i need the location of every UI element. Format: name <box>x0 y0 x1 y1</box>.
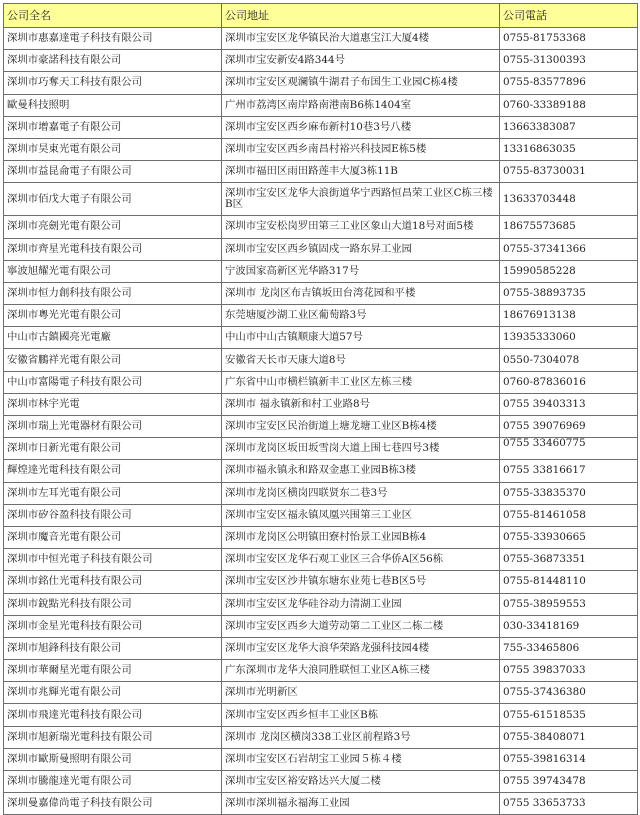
company-address-cell: 深圳市宝安松岗罗田第三工业区象山大道18号对面5楼 <box>222 216 500 238</box>
table-row <box>4 682 638 704</box>
table-row <box>4 615 638 637</box>
company-address-cell: 深圳市龙岗区坂田坂雪岗大道上围七巷四号3楼 <box>222 438 500 460</box>
table-row <box>4 183 638 216</box>
company-name-cell: 深圳市旭新瑞光電科技有限公司 <box>4 726 222 748</box>
company-phone-cell: 755-33465806 <box>500 637 638 659</box>
table-row <box>4 660 638 682</box>
company-address-cell: 深圳市 龙岗区布吉镇坂田台湾花园和平楼 <box>222 282 500 304</box>
company-name-cell: 深圳市增嘉電子有限公司 <box>4 116 222 138</box>
company-address-cell: 宁波国家高新区光华路317号 <box>222 260 500 282</box>
header-row <box>4 4 638 28</box>
table-row <box>4 138 638 160</box>
company-name-cell: 深圳市日新光電有限公司 <box>4 438 222 460</box>
company-phone-cell: 0755-61518535 <box>500 704 638 726</box>
company-address-cell: 深圳市宝安区西乡恒丰工业区B栋 <box>222 704 500 726</box>
company-phone-cell: 030-33418169 <box>500 615 638 637</box>
company-phone-cell: 0755-38408071 <box>500 726 638 748</box>
company-address-cell: 深圳市宝安区观澜镇牛湖君子布国生工业园C栋4楼 <box>222 72 500 94</box>
table-row <box>4 793 638 815</box>
table-row <box>4 50 638 72</box>
company-name-cell: 深圳市林宇光電 <box>4 393 222 415</box>
table-row <box>4 216 638 238</box>
company-name-cell: 中山市古鎮國亮光電廠 <box>4 327 222 349</box>
company-name-cell: 深圳市兆輝光電有限公司 <box>4 682 222 704</box>
company-name-cell: 輝煌達光電科技有限公司 <box>4 460 222 482</box>
company-address-cell: 广东深圳市龙华大浪同胜联恒工业区A栋三楼 <box>222 660 500 682</box>
table-row <box>4 460 638 482</box>
company-address-cell: 安徽省天长市天康大道8号 <box>222 349 500 371</box>
company-name-cell: 深圳市矽谷盈科技有限公司 <box>4 504 222 526</box>
company-name-cell: 深圳市豪諾科技有限公司 <box>4 50 222 72</box>
company-address-cell: 深圳市宝安区龙华大浪街道华宁西路恒昌荣工业区C栋三楼B区 <box>222 183 500 216</box>
company-phone-cell: 18676913138 <box>500 305 638 327</box>
company-phone-cell: 15990585228 <box>500 260 638 282</box>
company-name-cell: 中山市富陽電子科技有限公司 <box>4 371 222 393</box>
company-address-cell: 深圳市宝安区西乡大道劳动第二工业区二栋二楼 <box>222 615 500 637</box>
table-row <box>4 116 638 138</box>
table-row <box>4 238 638 260</box>
company-name-cell: 深圳市佰戊大電子有限公司 <box>4 183 222 216</box>
table-row <box>4 526 638 548</box>
table-row <box>4 593 638 615</box>
company-address-cell: 深圳市宝安区龙华硅谷动力清湖工业园 <box>222 593 500 615</box>
company-name-cell: 深圳市恒力創科技有限公司 <box>4 282 222 304</box>
company-phone-cell: 0755-38959553 <box>500 593 638 615</box>
table-row <box>4 371 638 393</box>
company-address-cell: 广东省中山市横栏镇新丰工业区左栋三楼 <box>222 371 500 393</box>
header-company-name: 公司全名 <box>4 4 222 28</box>
company-address-cell: 深圳市宝安区龙华大浪华荣路龙强科技园4楼 <box>222 637 500 659</box>
company-name-cell: 深圳市齊星光電科技有限公司 <box>4 238 222 260</box>
table-row <box>4 571 638 593</box>
company-address-cell: 深圳市宝安区石岩胡宝工业园５栋４楼 <box>222 748 500 770</box>
table-row <box>4 416 638 438</box>
table-row <box>4 637 638 659</box>
company-name-cell: 深圳曼嘉偉尚電子科技有限公司 <box>4 793 222 815</box>
company-phone-cell: 0550-7304078 <box>500 349 638 371</box>
company-phone-cell: 13663383087 <box>500 116 638 138</box>
company-name-cell: 深圳市惠嘉達電子科技有限公司 <box>4 28 222 50</box>
company-name-cell: 深圳市左耳光電有限公司 <box>4 482 222 504</box>
company-phone-cell: 0755-37436380 <box>500 682 638 704</box>
table-row <box>4 549 638 571</box>
company-address-cell: 深圳市宝安区西乡镇固戍一路东昇工业园 <box>222 238 500 260</box>
company-address-cell: 深圳市光明新区 <box>222 682 500 704</box>
table-row <box>4 94 638 116</box>
company-phone-cell: 0755 33460775 <box>500 438 638 460</box>
company-phone-cell: 18675573685 <box>500 216 638 238</box>
company-phone-cell: 0755-81448110 <box>500 571 638 593</box>
table-row <box>4 504 638 526</box>
table-row <box>4 72 638 94</box>
header-company-phone: 公司電話 <box>500 4 638 28</box>
company-name-cell: 深圳市銘仕光電科技有限公司 <box>4 571 222 593</box>
company-phone-cell: 0755-81753368 <box>500 28 638 50</box>
table-row <box>4 704 638 726</box>
company-name-cell: 深圳市昊東光電有限公司 <box>4 138 222 160</box>
company-phone-cell: 0755-83577896 <box>500 72 638 94</box>
table-row <box>4 393 638 415</box>
company-phone-cell: 0755 33653733 <box>500 793 638 815</box>
table-row <box>4 349 638 371</box>
company-phone-cell: 0755-31300393 <box>500 50 638 72</box>
company-address-cell: 深圳市宝安区西乡麻布新村10巷3号八楼 <box>222 116 500 138</box>
company-address-cell: 深圳市宝安区民治街道上塘龙塘工业区B栋4楼 <box>222 416 500 438</box>
company-phone-cell: 0755-38893735 <box>500 282 638 304</box>
company-name-cell: 深圳市旭鋒科技有限公司 <box>4 637 222 659</box>
company-address-cell: 深圳市深圳福永福海工业园 <box>222 793 500 815</box>
company-phone-cell: 13633703448 <box>500 183 638 216</box>
company-address-cell: 深圳市宝安区龙华镇民治大道惠宝江大厦4楼 <box>222 28 500 50</box>
company-name-cell: 深圳市騰龍達光電有限公司 <box>4 771 222 793</box>
table-row <box>4 305 638 327</box>
company-address-cell: 广州市荔湾区南岸路南港南B6栋1404室 <box>222 94 500 116</box>
company-name-cell: 安徽省鵬祥光電有限公司 <box>4 349 222 371</box>
company-phone-cell: 0755 39743478 <box>500 771 638 793</box>
company-name-cell: 深圳市魔音光電有限公司 <box>4 526 222 548</box>
company-address-cell: 深圳市宝安区西乡南昌村裕兴科技园E栋5楼 <box>222 138 500 160</box>
company-phone-cell: 0755 39076969 <box>500 416 638 438</box>
company-phone-cell: 0755-36873351 <box>500 549 638 571</box>
table-row <box>4 771 638 793</box>
company-name-cell: 深圳市華爾星光電有限公司 <box>4 660 222 682</box>
company-phone-cell: 0760-33389188 <box>500 94 638 116</box>
company-phone-cell: 0760-87836016 <box>500 371 638 393</box>
company-name-cell: 深圳市巧奪天工科技有限公司 <box>4 72 222 94</box>
company-address-cell: 深圳市 龙岗区横岗338工业区前程路3号 <box>222 726 500 748</box>
company-table <box>3 3 638 815</box>
table-row <box>4 161 638 183</box>
company-address-cell: 深圳市宝安区福永镇凤凰兴围第三工业区 <box>222 504 500 526</box>
company-name-cell: 深圳市飛達光電科技有限公司 <box>4 704 222 726</box>
company-phone-cell: 0755 39837033 <box>500 660 638 682</box>
company-address-cell: 深圳市宝安新安4路344号 <box>222 50 500 72</box>
company-name-cell: 深圳市益昆侖電子有限公司 <box>4 161 222 183</box>
company-phone-cell: 0755-33835370 <box>500 482 638 504</box>
company-address-cell: 深圳市福田区雨田路莲丰大厦3栋11B <box>222 161 500 183</box>
company-phone-cell: 0755-39816314 <box>500 748 638 770</box>
company-name-cell: 深圳市銳點光科技有限公司 <box>4 593 222 615</box>
table-row <box>4 726 638 748</box>
company-address-cell: 深圳市宝安区沙井镇东塘东业苑七巷B区5号 <box>222 571 500 593</box>
table-row <box>4 28 638 50</box>
company-phone-cell: 0755-33930665 <box>500 526 638 548</box>
header-company-address: 公司地址 <box>222 4 500 28</box>
table-row <box>4 282 638 304</box>
company-address-cell: 中山市中山古镇顺康大道57号 <box>222 327 500 349</box>
table-row <box>4 438 638 460</box>
company-name-cell: 深圳市粵光光電有限公司 <box>4 305 222 327</box>
company-name-cell: 深圳市金星光電科技有限公司 <box>4 615 222 637</box>
company-address-cell: 东莞塘厦沙湖工业区葡萄路3号 <box>222 305 500 327</box>
company-name-cell: 深圳市瑞上光電器材有限公司 <box>4 416 222 438</box>
company-phone-cell: 13935333060 <box>500 327 638 349</box>
company-name-cell: 深圳市亮劍光電有限公司 <box>4 216 222 238</box>
company-phone-cell: 13316863035 <box>500 138 638 160</box>
company-address-cell: 深圳市龙岗区横岗四联贤东二巷3号 <box>222 482 500 504</box>
company-phone-cell: 0755-37341366 <box>500 238 638 260</box>
company-address-cell: 深圳市福永镇永和路双金惠工业园B栋3楼 <box>222 460 500 482</box>
table-row <box>4 748 638 770</box>
company-phone-cell: 0755-81461058 <box>500 504 638 526</box>
company-phone-cell: 0755 33816617 <box>500 460 638 482</box>
company-name-cell: 歐曼科技照明 <box>4 94 222 116</box>
company-phone-cell: 0755 39403313 <box>500 393 638 415</box>
table-body <box>4 28 638 815</box>
table-row <box>4 482 638 504</box>
company-address-cell: 深圳市 福永镇新和村工业路8号 <box>222 393 500 415</box>
company-name-cell: 深圳市中恒光電子科技有限公司 <box>4 549 222 571</box>
company-phone-cell: 0755-83730031 <box>500 161 638 183</box>
table-row <box>4 260 638 282</box>
company-address-cell: 深圳市龙岗区公明镇田寮村怡景工业园B栋4 <box>222 526 500 548</box>
company-name-cell: 寧波旭耀光電有限公司 <box>4 260 222 282</box>
company-address-cell: 深圳市宝安区龙华石观工业区三合华侨A区56栋 <box>222 549 500 571</box>
company-address-cell: 深圳市宝安区裕安路达兴大厦二楼 <box>222 771 500 793</box>
table-row <box>4 327 638 349</box>
company-name-cell: 深圳市歐斯曼照明有限公司 <box>4 748 222 770</box>
